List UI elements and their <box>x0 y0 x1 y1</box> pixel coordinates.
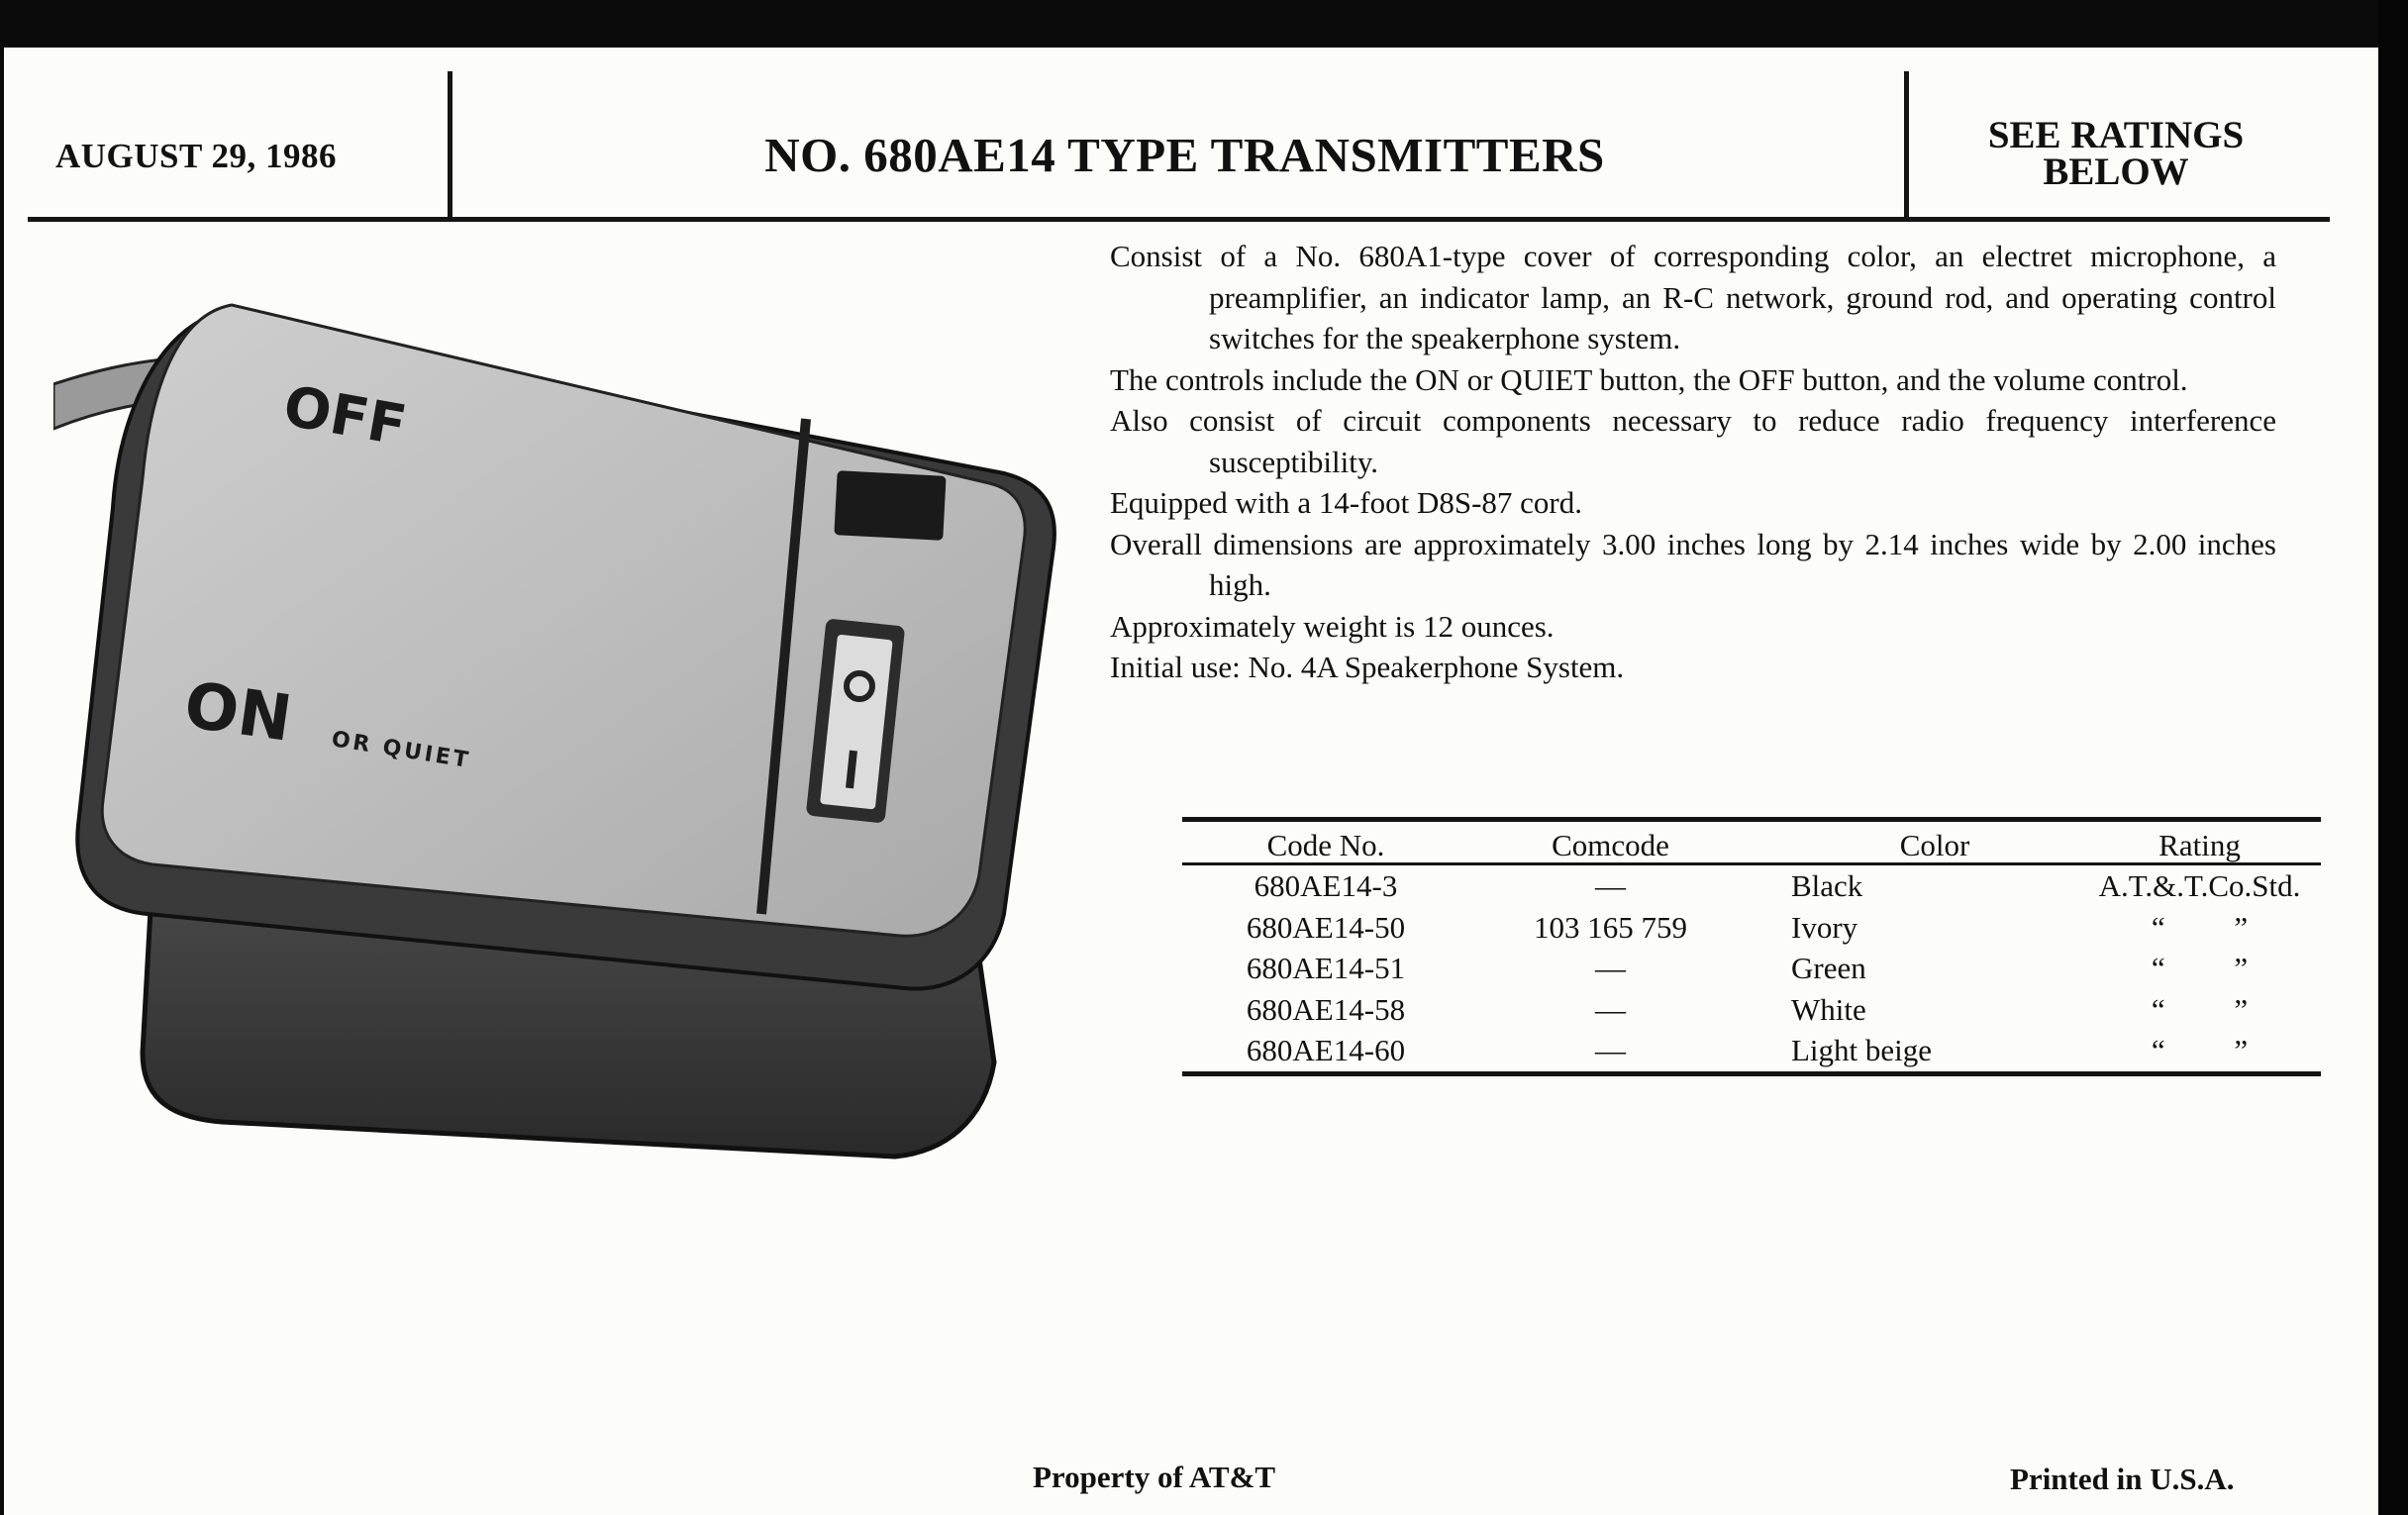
page-title: NO. 680AE14 TYPE TRANSMITTERS <box>764 128 1605 182</box>
off-label: OFF <box>278 373 412 459</box>
ratings-note <box>1913 114 2319 193</box>
top-cover <box>102 305 1025 936</box>
code-cell: 680AE14-51 <box>1246 951 1406 985</box>
column-header-rating: Rating <box>2078 820 2321 864</box>
description-paragraph: Consist of a No. 680A1-type cover of corresponding color, an electret microphone, a preamplifier, an indicator lamp, an R-C network, ground rod, and operating control switches for the speakerphone system. <box>1110 239 2276 355</box>
rating-cell: “ ” <box>2151 991 2249 1027</box>
description-paragraph: Initial use: No. 4A Speakerphone System. <box>1110 650 1625 684</box>
header-divider-left <box>448 71 452 218</box>
code-cell: 680AE14-50 <box>1246 909 1406 945</box>
header-rule <box>28 217 2330 222</box>
transmitter-illustration <box>53 231 1073 1211</box>
description-paragraph: Equipped with a 14-foot D8S-87 cord. <box>1110 485 1582 520</box>
description-paragraph: The controls include the ON or QUIET button, the OFF button, and the volume control. <box>1110 361 2188 397</box>
comcode-cell: — <box>1469 1030 1752 1073</box>
on-label: ON <box>179 668 296 757</box>
rating-cell: “ ” <box>2151 951 2249 985</box>
column-header-color: Color <box>1752 820 2078 864</box>
description <box>1110 236 2276 688</box>
column-header-comcode: Comcode <box>1469 820 1752 864</box>
color-cell: Ivory <box>1791 909 1858 945</box>
code-cell: 680AE14-3 <box>1254 868 1398 903</box>
scan-edge <box>2378 0 2408 1515</box>
comcode-cell: — <box>1595 868 1626 903</box>
rating-cell: “ ” <box>2078 1030 2321 1073</box>
color-cell: Light beige <box>1752 1030 2078 1073</box>
issue-date: AUGUST 29, 1986 <box>55 137 337 175</box>
or-quiet-label: OR QUIET <box>330 727 473 774</box>
rating-cell: A.T.&.T.Co.Std. <box>2098 868 2301 903</box>
comcode-cell: — <box>1595 951 1626 985</box>
document-page <box>4 48 2378 1515</box>
indicator-lamp-window <box>834 470 946 541</box>
column-header-code: Code No. <box>1182 820 1469 864</box>
table-row <box>1182 1030 2321 1073</box>
description-paragraph: Also consist of circuit components necessary to reduce radio frequency interference susceptibility. <box>1110 403 2276 479</box>
ratings-table <box>1182 817 2321 1076</box>
footer-printed: Printed in U.S.A. <box>2010 1462 2235 1496</box>
table-row <box>1182 907 2321 949</box>
comcode-cell: — <box>1595 991 1626 1027</box>
code-cell: 680AE14-58 <box>1246 991 1406 1027</box>
table-header-row <box>1182 820 2321 864</box>
footer-property: Property of AT&T <box>1033 1460 1276 1494</box>
description-paragraph: Approximately weight is 12 ounces. <box>1110 608 1555 644</box>
code-cell: 680AE14-60 <box>1182 1030 1469 1073</box>
color-cell: Black <box>1791 868 1863 903</box>
rating-cell: “ ” <box>2151 909 2249 945</box>
description-paragraph: Overall dimensions are approximately 3.00 inches long by 2.14 inches wide by 2.00 inches high. <box>1110 526 2276 602</box>
color-cell: White <box>1791 991 1866 1027</box>
ratings-note-line1: SEE RATINGS <box>1987 114 2245 156</box>
table-row <box>1182 864 2321 907</box>
color-cell: Green <box>1791 951 1866 985</box>
table-row <box>1182 948 2321 989</box>
table-row <box>1182 989 2321 1031</box>
comcode-cell: 103 165 759 <box>1534 909 1687 945</box>
ratings-note-line2: BELOW <box>2043 151 2189 193</box>
